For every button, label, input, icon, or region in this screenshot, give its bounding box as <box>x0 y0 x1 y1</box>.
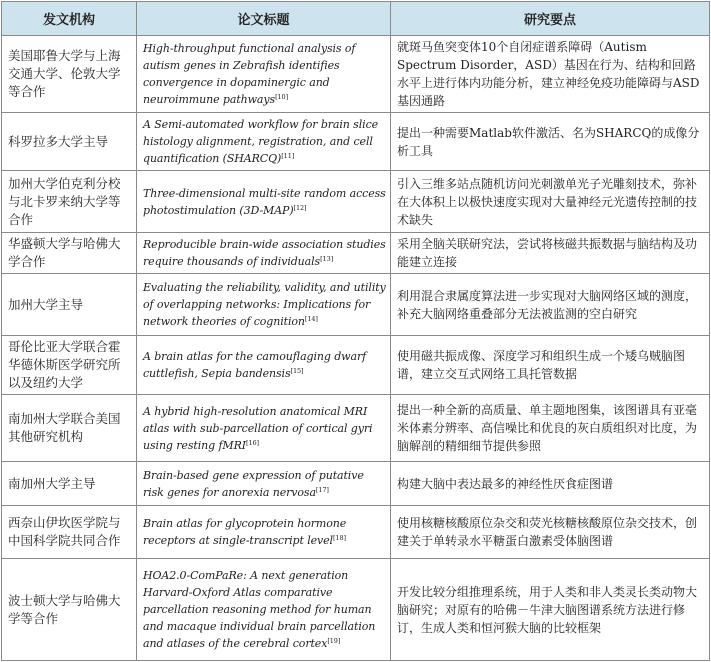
reference-mark: [12] <box>293 203 307 212</box>
key-points-cell: 使用核糖核酸原位杂交和荧光核糖核酸原位杂交技术，创建关于单转录水平糖蛋白激素受体脑图谱 <box>391 506 710 559</box>
reference-mark: [19] <box>327 637 341 645</box>
reference-mark: [14] <box>304 315 318 323</box>
title-cell <box>137 274 391 336</box>
key-points-cell: 利用混合隶属度算法进一步实现对大脑网络区域的测度，补充大脑网络重叠部分无法被监测的空白研究 <box>391 274 710 336</box>
table-row <box>2 506 710 559</box>
institution-cell: 西奈山伊坎医学院与中国科学院共同合作 <box>2 506 137 559</box>
institution-cell: 美国耶鲁大学与上海交通大学、伦敦大学等合作 <box>2 36 137 113</box>
table-row <box>2 395 710 462</box>
institution-cell: 加州大学伯克利分校与北卡罗来纳大学等合作 <box>2 171 137 233</box>
header-key-points: 研究要点 <box>391 2 710 36</box>
institution-cell: 波士顿大学与哈佛大学等合作 <box>2 559 137 661</box>
paper-title: A Semi-automated workflow for brain slice histology alignment, registration, and cell quantification (SHARCQ) <box>143 118 379 165</box>
table-row <box>2 559 710 661</box>
paper-title: High-throughput functional analysis of autism genes in Zebrafish identifies convergence in dopaminergic and neuroimmune pathways <box>143 42 356 106</box>
table-row <box>2 113 710 171</box>
header-title: 论文标题 <box>137 2 391 36</box>
reference-mark: [10] <box>275 93 289 101</box>
key-points-cell: 开发比较分组推理系统，用于人类和非人类灵长类动物大脑研究；对原有的哈佛－牛津大脑图谱系统方法进行修订，生成人类和恒河猴大脑的比较框架 <box>391 559 710 661</box>
table-row <box>2 233 710 274</box>
table-row <box>2 336 710 395</box>
paper-title: A hybrid high-resolution anatomical MRI atlas with sub-parcellation of cortical gyri using resting fMRI <box>143 404 373 452</box>
paper-title: Brain atlas for glycoprotein hormone receptors at single-transcript level <box>143 517 347 547</box>
header-institution: 发文机构 <box>2 2 137 36</box>
key-points-cell: 提出一种需要Matlab软件激活、名为SHARCQ的成像分析工具 <box>391 113 710 171</box>
key-points-cell: 采用全脑关联研究法，尝试将核磁共振数据与脑结构及功能建立连接 <box>391 233 710 274</box>
title-cell <box>137 36 391 113</box>
title-cell <box>137 559 391 661</box>
institution-cell: 加州大学主导 <box>2 274 137 336</box>
paper-title: Three-dimensional multi-site random access photostimulation (3D-MAP) <box>143 186 386 217</box>
key-points-cell: 引入三维多站点随机访问光刺激单光子光雕刻技术，弥补在大体积上以极快速度实现对大量神经元光遗传控制的技术缺失 <box>391 171 710 233</box>
header-row <box>2 2 710 36</box>
paper-title: A brain atlas for the camouflaging dwarf cuttlefish, Sepia bandensis <box>143 350 367 380</box>
institution-cell: 科罗拉多大学主导 <box>2 113 137 171</box>
title-cell <box>137 233 391 274</box>
key-points-cell: 使用磁共振成像、深度学习和组织生成一个矮乌贼脑图谱，建立交互式网络工具托管数据 <box>391 336 710 395</box>
title-cell <box>137 462 391 506</box>
paper-title: HOA2.0-ComPaRe: A next generation Harvard-Oxford Atlas comparative parcellation reasoning method for human and macaque individual brain parcellation and atlases of the cerebral cortex <box>143 569 376 650</box>
paper-title: Brain-based gene expression of putative risk genes for anorexia nervosa <box>143 468 364 499</box>
table-row <box>2 171 710 233</box>
title-cell <box>137 506 391 559</box>
reference-mark: [17] <box>315 485 329 494</box>
reference-mark: [11] <box>281 152 295 160</box>
title-cell <box>137 336 391 395</box>
reference-mark: [16] <box>246 438 259 447</box>
reference-mark: [15] <box>290 367 304 375</box>
key-points-cell: 就斑马鱼突变体10个自闭症谱系障碍（Autism Spectrum Disorder，ASD）基因在行为、结构和回路水平上进行体内功能分析，建立神经免疫功能障碍与ASD基因通路 <box>391 36 710 113</box>
title-cell <box>137 171 391 233</box>
table-row <box>2 274 710 336</box>
title-cell <box>137 113 391 171</box>
table-row <box>2 462 710 506</box>
institution-cell: 华盛顿大学与哈佛大学合作 <box>2 233 137 274</box>
paper-title: Evaluating the reliability, validity, and utility of overlapping networks: Implications for network theories of cognition <box>143 281 386 328</box>
reference-mark: [13] <box>320 255 334 263</box>
paper-title: Reproducible brain-wide association studies require thousands of individuals <box>143 238 386 268</box>
key-points-cell: 提出一种全新的高质量、单主题地图集，该图谱具有亚毫米体素分辨率、高信噪比和优良的灰白质组织对比度，为脑解剖的精细细节提供参照 <box>391 395 710 462</box>
institution-cell: 南加州大学联合美国其他研究机构 <box>2 395 137 462</box>
table-row <box>2 36 710 113</box>
key-points-cell: 构建大脑中表达最多的神经性厌食症图谱 <box>391 462 710 506</box>
institution-cell: 哥伦比亚大学联合霍华德休斯医学研究所以及纽约大学 <box>2 336 137 395</box>
title-cell <box>137 395 391 462</box>
research-table <box>1 1 710 661</box>
institution-cell: 南加州大学主导 <box>2 462 137 506</box>
reference-mark: [18] <box>332 534 346 542</box>
